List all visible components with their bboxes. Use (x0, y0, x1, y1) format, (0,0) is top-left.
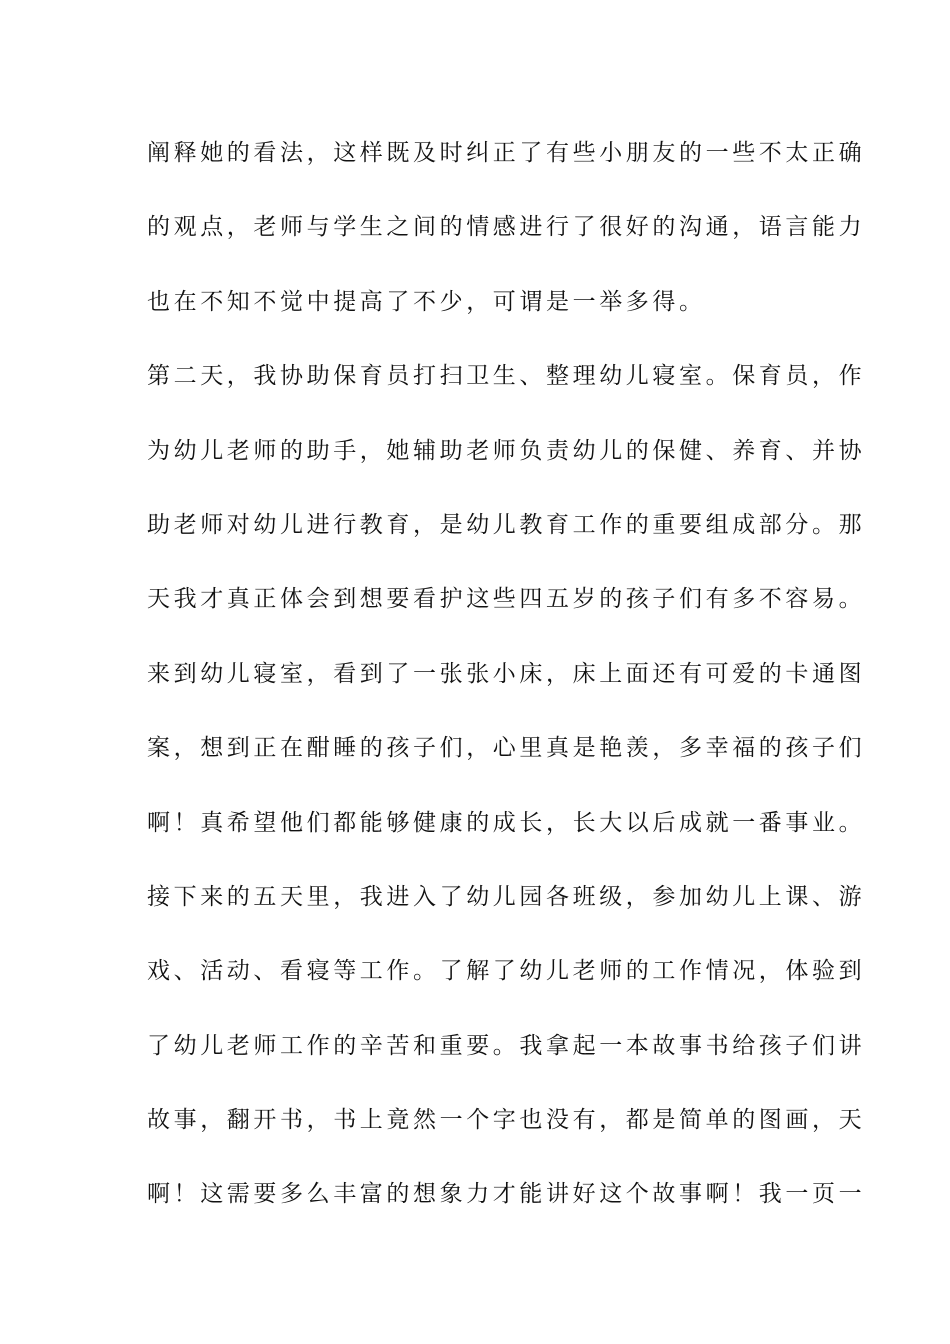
text-line: 也在不知不觉中提高了不少，可谓是一举多得。 (147, 288, 706, 315)
text-line: 了幼儿老师工作的辛苦和重要。我拿起一本故事书给孩子们讲 (147, 1032, 866, 1059)
text-line: 的观点，老师与学生之间的情感进行了很好的沟通，语言能力 (147, 214, 866, 241)
text-line: 啊！这需要多么丰富的想象力才能讲好这个故事啊！我一页一 (147, 1181, 866, 1208)
text-line: 接下来的五天里，我进入了幼儿园各班级，参加幼儿上课、游 (147, 883, 866, 910)
body-text (147, 128, 866, 1244)
text-line: 来到幼儿寝室，看到了一张张小床，床上面还有可爱的卡通图 (147, 660, 866, 687)
text-line: 第二天，我协助保育员打扫卫生、整理幼儿寝室。保育员，作 (147, 363, 866, 390)
text-line: 啊！真希望他们都能够健康的成长，长大以后成就一番事业。 (147, 809, 866, 836)
text-line: 故事，翻开书，书上竟然一个字也没有，都是简单的图画，天 (147, 1107, 866, 1134)
text-line: 助老师对幼儿进行教育，是幼儿教育工作的重要组成部分。那 (147, 511, 866, 538)
text-line: 阐释她的看法，这样既及时纠正了有些小朋友的一些不太正确 (147, 140, 866, 166)
text-line: 戏、活动、看寝等工作。了解了幼儿老师的工作情况，体验到 (147, 958, 866, 985)
text-line: 案，想到正在酣睡的孩子们，心里真是艳羡，多幸福的孩子们 (147, 735, 866, 762)
text-line: 天我才真正体会到想要看护这些四五岁的孩子们有多不容易。 (147, 586, 866, 613)
text-line: 为幼儿老师的助手，她辅助老师负责幼儿的保健、养育、并协 (147, 437, 866, 464)
